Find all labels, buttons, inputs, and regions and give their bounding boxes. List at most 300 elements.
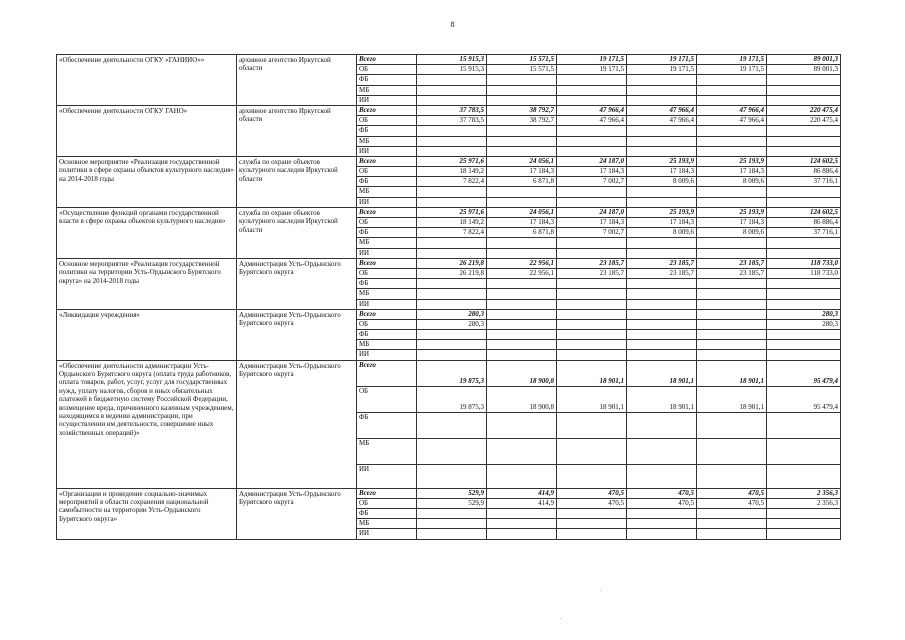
value-cell: 17 184,3 bbox=[557, 167, 627, 177]
value-cell bbox=[557, 75, 627, 85]
value-cell: 17 184,3 bbox=[697, 218, 767, 228]
value-cell bbox=[487, 95, 557, 105]
value-cell-total bbox=[767, 126, 841, 136]
value-cell bbox=[697, 509, 767, 519]
value-cell bbox=[627, 464, 697, 488]
value-cell bbox=[627, 197, 697, 207]
program-name: Основное мероприятие «Реализация государственной политики на территории Усть-Ордынского Бурятского округа» на 2014-2018 годы bbox=[57, 258, 237, 309]
value-cell: 18 901,1 bbox=[697, 360, 767, 386]
value-cell: 280,3 bbox=[417, 309, 487, 319]
value-cell: 19 875,3 bbox=[417, 386, 487, 412]
value-cell-total bbox=[767, 340, 841, 350]
value-cell: 6 871,8 bbox=[487, 177, 557, 187]
value-cell bbox=[417, 279, 487, 289]
value-cell: 8 009,6 bbox=[697, 177, 767, 187]
value-cell: 23 185,7 bbox=[557, 258, 627, 268]
value-cell-total: 280,3 bbox=[767, 309, 841, 319]
value-cell-total: 89 001,3 bbox=[767, 55, 841, 65]
value-cell: 24 187,0 bbox=[557, 207, 627, 217]
program-name: «Осуществление функций органами государственной власти в сфере охраны объектов культурного наследия» bbox=[57, 207, 237, 258]
value-cell-total: 37 716,1 bbox=[767, 228, 841, 238]
executor-name: архивное агентство Иркутской области bbox=[237, 55, 357, 106]
table-row-total bbox=[57, 55, 841, 65]
value-cell bbox=[417, 289, 487, 299]
value-cell: 7 002,7 bbox=[557, 228, 627, 238]
value-cell: 25 193,9 bbox=[627, 207, 697, 217]
value-cell: 470,5 bbox=[627, 498, 697, 508]
value-cell bbox=[557, 519, 627, 529]
value-cell-total bbox=[767, 197, 841, 207]
value-cell-total: 37 716,1 bbox=[767, 177, 841, 187]
value-cell bbox=[697, 238, 767, 248]
value-cell-total: 220 475,4 bbox=[767, 116, 841, 126]
value-cell-total bbox=[767, 146, 841, 156]
value-cell bbox=[627, 330, 697, 340]
value-cell-total: 280,3 bbox=[767, 319, 841, 329]
value-cell-total bbox=[767, 350, 841, 360]
value-cell bbox=[627, 319, 697, 329]
funding-source: ОБ bbox=[357, 386, 417, 412]
funding-source: Всего bbox=[357, 488, 417, 498]
value-cell bbox=[557, 438, 627, 464]
value-cell bbox=[417, 75, 487, 85]
value-cell: 15 915,3 bbox=[417, 55, 487, 65]
value-cell bbox=[627, 248, 697, 258]
value-cell bbox=[417, 299, 487, 309]
executor-name: Администрация Усть-Ордынского Бурятского округа bbox=[237, 258, 357, 309]
value-cell bbox=[557, 309, 627, 319]
value-cell bbox=[557, 279, 627, 289]
value-cell bbox=[487, 319, 557, 329]
value-cell bbox=[697, 309, 767, 319]
value-cell: 15 571,5 bbox=[487, 65, 557, 75]
scan-speck bbox=[600, 590, 601, 591]
value-cell: 18 900,8 bbox=[487, 360, 557, 386]
value-cell bbox=[487, 248, 557, 258]
funding-source: Всего bbox=[357, 55, 417, 65]
value-cell bbox=[697, 146, 767, 156]
table-body bbox=[57, 55, 841, 540]
value-cell: 470,5 bbox=[557, 498, 627, 508]
value-cell bbox=[487, 136, 557, 146]
value-cell bbox=[627, 289, 697, 299]
value-cell: 19 171,5 bbox=[627, 65, 697, 75]
value-cell bbox=[557, 95, 627, 105]
program-name: «Обеспечение деятельности ОГКУ ГАНО» bbox=[57, 105, 237, 156]
value-cell: 7 002,7 bbox=[557, 177, 627, 187]
value-cell bbox=[697, 330, 767, 340]
table-row-total bbox=[57, 258, 841, 268]
value-cell bbox=[697, 529, 767, 539]
value-cell bbox=[627, 146, 697, 156]
value-cell-total: 2 356,3 bbox=[767, 498, 841, 508]
table-row-total bbox=[57, 488, 841, 498]
value-cell bbox=[417, 330, 487, 340]
value-cell: 22 956,1 bbox=[487, 258, 557, 268]
value-cell bbox=[697, 248, 767, 258]
scan-speck bbox=[560, 618, 561, 619]
value-cell: 47 966,4 bbox=[697, 116, 767, 126]
value-cell bbox=[417, 146, 487, 156]
value-cell: 38 792,7 bbox=[487, 116, 557, 126]
value-cell-total bbox=[767, 509, 841, 519]
value-cell-total bbox=[767, 248, 841, 258]
value-cell: 8 009,6 bbox=[697, 228, 767, 238]
program-name: «Обеспечение деятельности администрации Усть-Ордынского Бурятского округа (оплата труда работников, оплата товаров, работ, услуг, услуг для государственных нужд, уплату налогов, сборов и иных обязательных платежей в бюджетную систему Российской Федерации, возмещение вреда, причиненного казенным учреждением, находящимся в ведении администрации, при осуществлении им деятельности, совершение иных хозяйственных операций)» bbox=[57, 360, 237, 488]
value-cell: 470,5 bbox=[697, 488, 767, 498]
value-cell bbox=[557, 85, 627, 95]
value-cell bbox=[697, 350, 767, 360]
value-cell bbox=[417, 509, 487, 519]
funding-source: МБ bbox=[357, 136, 417, 146]
funding-source: ФБ bbox=[357, 228, 417, 238]
value-cell bbox=[557, 509, 627, 519]
value-cell-total bbox=[767, 95, 841, 105]
value-cell bbox=[697, 319, 767, 329]
value-cell: 25 193,9 bbox=[697, 156, 767, 166]
funding-source: МБ bbox=[357, 289, 417, 299]
value-cell: 18 901,1 bbox=[627, 386, 697, 412]
value-cell: 6 871,8 bbox=[487, 228, 557, 238]
value-cell: 18 901,1 bbox=[627, 360, 697, 386]
value-cell: 19 171,5 bbox=[557, 65, 627, 75]
funding-source: МБ bbox=[357, 519, 417, 529]
funding-source: ОБ bbox=[357, 319, 417, 329]
executor-name: Администрация Усть-Ордынского Бурятского округа bbox=[237, 309, 357, 360]
value-cell: 18 901,1 bbox=[557, 360, 627, 386]
value-cell bbox=[417, 238, 487, 248]
value-cell: 19 171,5 bbox=[557, 55, 627, 65]
value-cell-total bbox=[767, 238, 841, 248]
funding-source: Всего bbox=[357, 105, 417, 115]
funding-source: МБ bbox=[357, 340, 417, 350]
value-cell bbox=[627, 309, 697, 319]
value-cell: 8 009,6 bbox=[627, 228, 697, 238]
value-cell: 470,5 bbox=[557, 488, 627, 498]
value-cell: 470,5 bbox=[697, 498, 767, 508]
value-cell-total bbox=[767, 330, 841, 340]
value-cell bbox=[417, 95, 487, 105]
funding-source: ИИ bbox=[357, 350, 417, 360]
value-cell bbox=[417, 85, 487, 95]
value-cell bbox=[697, 519, 767, 529]
value-cell bbox=[557, 464, 627, 488]
funding-source: МБ bbox=[357, 238, 417, 248]
value-cell bbox=[487, 187, 557, 197]
value-cell: 18 149,2 bbox=[417, 167, 487, 177]
funding-source: ФБ bbox=[357, 330, 417, 340]
funding-source: ИИ bbox=[357, 464, 417, 488]
value-cell: 23 185,7 bbox=[697, 268, 767, 278]
value-cell bbox=[417, 197, 487, 207]
funding-source: Всего bbox=[357, 309, 417, 319]
funding-source: ФБ bbox=[357, 177, 417, 187]
program-name: «Организация и проведение социально-значимых мероприятий в области сохранения национальной самобытности на территории Усть-Ордынского Бурятского округа» bbox=[57, 488, 237, 539]
value-cell bbox=[697, 197, 767, 207]
table-row-total bbox=[57, 360, 841, 386]
value-cell bbox=[417, 136, 487, 146]
value-cell-total bbox=[767, 289, 841, 299]
value-cell bbox=[487, 126, 557, 136]
value-cell bbox=[487, 279, 557, 289]
value-cell bbox=[627, 340, 697, 350]
value-cell bbox=[487, 146, 557, 156]
value-cell-total: 118 733,0 bbox=[767, 268, 841, 278]
value-cell bbox=[627, 279, 697, 289]
value-cell bbox=[557, 126, 627, 136]
value-cell bbox=[557, 529, 627, 539]
value-cell bbox=[697, 126, 767, 136]
value-cell bbox=[697, 187, 767, 197]
value-cell-total bbox=[767, 464, 841, 488]
value-cell-total: 95 479,4 bbox=[767, 386, 841, 412]
table-row-total bbox=[57, 156, 841, 166]
value-cell bbox=[697, 438, 767, 464]
value-cell: 38 792,7 bbox=[487, 105, 557, 115]
value-cell-total: 124 602,5 bbox=[767, 156, 841, 166]
value-cell: 7 822,4 bbox=[417, 228, 487, 238]
funding-source: ОБ bbox=[357, 498, 417, 508]
value-cell bbox=[557, 299, 627, 309]
value-cell bbox=[627, 126, 697, 136]
value-cell-total: 86 886,4 bbox=[767, 218, 841, 228]
funding-source: ОБ bbox=[357, 116, 417, 126]
program-name: «Ликвидация учреждения» bbox=[57, 309, 237, 360]
value-cell bbox=[557, 248, 627, 258]
value-cell-total: 86 886,4 bbox=[767, 167, 841, 177]
value-cell bbox=[627, 509, 697, 519]
value-cell-total bbox=[767, 529, 841, 539]
value-cell bbox=[417, 519, 487, 529]
value-cell: 26 219,8 bbox=[417, 258, 487, 268]
funding-source: Всего bbox=[357, 156, 417, 166]
value-cell bbox=[627, 438, 697, 464]
value-cell bbox=[417, 340, 487, 350]
value-cell bbox=[487, 509, 557, 519]
funding-source: МБ bbox=[357, 438, 417, 464]
value-cell bbox=[557, 146, 627, 156]
value-cell bbox=[487, 299, 557, 309]
value-cell-total bbox=[767, 75, 841, 85]
value-cell bbox=[487, 412, 557, 438]
funding-source: МБ bbox=[357, 85, 417, 95]
value-cell-total: 95 479,4 bbox=[767, 360, 841, 386]
funding-source: ИИ bbox=[357, 299, 417, 309]
value-cell bbox=[697, 464, 767, 488]
value-cell: 17 184,3 bbox=[487, 218, 557, 228]
value-cell-total bbox=[767, 187, 841, 197]
value-cell bbox=[627, 85, 697, 95]
value-cell: 18 149,2 bbox=[417, 218, 487, 228]
value-cell: 17 184,3 bbox=[697, 167, 767, 177]
funding-source: ФБ bbox=[357, 279, 417, 289]
value-cell: 19 171,5 bbox=[697, 65, 767, 75]
value-cell bbox=[697, 289, 767, 299]
value-cell: 18 901,1 bbox=[557, 386, 627, 412]
funding-source: Всего bbox=[357, 360, 417, 386]
funding-source: ФБ bbox=[357, 75, 417, 85]
value-cell-total bbox=[767, 299, 841, 309]
value-cell bbox=[487, 309, 557, 319]
table-row-total bbox=[57, 105, 841, 115]
funding-source: ИИ bbox=[357, 529, 417, 539]
funding-source: Всего bbox=[357, 207, 417, 217]
value-cell bbox=[487, 519, 557, 529]
value-cell bbox=[487, 330, 557, 340]
funding-source: ОБ bbox=[357, 218, 417, 228]
executor-name: служба по охране объектов культурного наследия Иркутской области bbox=[237, 207, 357, 258]
value-cell bbox=[697, 85, 767, 95]
value-cell: 47 966,4 bbox=[627, 105, 697, 115]
value-cell bbox=[697, 136, 767, 146]
value-cell bbox=[627, 412, 697, 438]
value-cell bbox=[557, 289, 627, 299]
funding-source: ИИ bbox=[357, 95, 417, 105]
value-cell: 25 193,9 bbox=[627, 156, 697, 166]
value-cell bbox=[557, 238, 627, 248]
value-cell bbox=[697, 299, 767, 309]
funding-source: ФБ bbox=[357, 126, 417, 136]
value-cell-total bbox=[767, 85, 841, 95]
value-cell bbox=[627, 299, 697, 309]
value-cell bbox=[487, 438, 557, 464]
value-cell: 17 184,3 bbox=[557, 218, 627, 228]
funding-source: ФБ bbox=[357, 509, 417, 519]
value-cell: 25 971,6 bbox=[417, 156, 487, 166]
value-cell bbox=[627, 238, 697, 248]
value-cell: 25 971,6 bbox=[417, 207, 487, 217]
value-cell bbox=[487, 197, 557, 207]
value-cell bbox=[557, 197, 627, 207]
executor-name: Администрация Усть-Ордынского Бурятского округа bbox=[237, 488, 357, 539]
value-cell: 47 966,4 bbox=[557, 116, 627, 126]
value-cell: 24 056,1 bbox=[487, 207, 557, 217]
funding-source: ОБ bbox=[357, 167, 417, 177]
executor-name: архивное агентство Иркутской области bbox=[237, 105, 357, 156]
value-cell: 23 185,7 bbox=[627, 258, 697, 268]
value-cell: 37 783,5 bbox=[417, 116, 487, 126]
value-cell bbox=[487, 464, 557, 488]
value-cell-total bbox=[767, 412, 841, 438]
executor-name: Администрация Усть-Ордынского Бурятского округа bbox=[237, 360, 357, 488]
value-cell: 18 901,1 bbox=[697, 386, 767, 412]
value-cell bbox=[697, 412, 767, 438]
value-cell bbox=[417, 464, 487, 488]
value-cell: 280,3 bbox=[417, 319, 487, 329]
value-cell: 15 571,5 bbox=[487, 55, 557, 65]
value-cell bbox=[417, 350, 487, 360]
value-cell: 18 900,8 bbox=[487, 386, 557, 412]
value-cell bbox=[627, 529, 697, 539]
value-cell: 414,9 bbox=[487, 488, 557, 498]
value-cell-total: 124 602,5 bbox=[767, 207, 841, 217]
value-cell bbox=[627, 136, 697, 146]
value-cell bbox=[627, 75, 697, 85]
value-cell: 17 184,3 bbox=[487, 167, 557, 177]
value-cell bbox=[627, 350, 697, 360]
value-cell: 17 184,3 bbox=[627, 218, 697, 228]
value-cell: 26 219,8 bbox=[417, 268, 487, 278]
value-cell-total bbox=[767, 438, 841, 464]
budget-table bbox=[56, 54, 841, 540]
funding-source: ИИ bbox=[357, 248, 417, 258]
value-cell: 23 185,7 bbox=[627, 268, 697, 278]
value-cell bbox=[557, 136, 627, 146]
value-cell bbox=[417, 412, 487, 438]
value-cell: 47 966,4 bbox=[557, 105, 627, 115]
value-cell bbox=[487, 238, 557, 248]
value-cell: 22 956,1 bbox=[487, 268, 557, 278]
value-cell bbox=[557, 340, 627, 350]
value-cell bbox=[557, 330, 627, 340]
value-cell: 19 171,5 bbox=[627, 55, 697, 65]
value-cell-total: 2 356,3 bbox=[767, 488, 841, 498]
value-cell-total: 118 733,0 bbox=[767, 258, 841, 268]
table-row-total bbox=[57, 207, 841, 217]
value-cell bbox=[557, 412, 627, 438]
value-cell: 19 875,3 bbox=[417, 360, 487, 386]
value-cell bbox=[697, 279, 767, 289]
value-cell bbox=[417, 187, 487, 197]
value-cell: 529,9 bbox=[417, 488, 487, 498]
value-cell: 24 187,0 bbox=[557, 156, 627, 166]
value-cell bbox=[487, 85, 557, 95]
program-name: Основное мероприятие «Реализация государственной политики в сфере охраны объектов культурного наследия» на 2014-2018 годы bbox=[57, 156, 237, 207]
funding-source: МБ bbox=[357, 187, 417, 197]
value-cell: 17 184,3 bbox=[627, 167, 697, 177]
value-cell: 8 009,6 bbox=[627, 177, 697, 187]
value-cell: 47 966,4 bbox=[627, 116, 697, 126]
program-name: «Обеспечение деятельности ОГКУ «ГАНИИО»» bbox=[57, 55, 237, 106]
value-cell: 470,5 bbox=[627, 488, 697, 498]
value-cell-total bbox=[767, 279, 841, 289]
value-cell: 47 966,4 bbox=[697, 105, 767, 115]
value-cell bbox=[417, 126, 487, 136]
value-cell-total bbox=[767, 519, 841, 529]
value-cell bbox=[417, 438, 487, 464]
value-cell bbox=[697, 75, 767, 85]
funding-source: ИИ bbox=[357, 197, 417, 207]
funding-source: ИИ bbox=[357, 146, 417, 156]
value-cell bbox=[487, 75, 557, 85]
table-row-total bbox=[57, 309, 841, 319]
value-cell bbox=[487, 529, 557, 539]
value-cell: 23 185,7 bbox=[557, 268, 627, 278]
value-cell bbox=[417, 529, 487, 539]
value-cell: 19 171,5 bbox=[697, 55, 767, 65]
value-cell: 414,9 bbox=[487, 498, 557, 508]
value-cell: 37 783,5 bbox=[417, 105, 487, 115]
value-cell: 529,9 bbox=[417, 498, 487, 508]
value-cell: 23 185,7 bbox=[697, 258, 767, 268]
value-cell bbox=[557, 319, 627, 329]
value-cell bbox=[557, 350, 627, 360]
value-cell-total bbox=[767, 136, 841, 146]
value-cell: 7 822,4 bbox=[417, 177, 487, 187]
funding-source: Всего bbox=[357, 258, 417, 268]
funding-source: ОБ bbox=[357, 65, 417, 75]
executor-name: служба по охране объектов культурного наследия Иркутской области bbox=[237, 156, 357, 207]
value-cell bbox=[417, 248, 487, 258]
value-cell bbox=[557, 187, 627, 197]
value-cell-total: 89 001,3 bbox=[767, 65, 841, 75]
value-cell-total: 220 475,4 bbox=[767, 105, 841, 115]
value-cell bbox=[487, 350, 557, 360]
value-cell: 24 056,1 bbox=[487, 156, 557, 166]
page-number: 8 bbox=[450, 20, 455, 29]
value-cell bbox=[627, 519, 697, 529]
funding-source: ОБ bbox=[357, 268, 417, 278]
